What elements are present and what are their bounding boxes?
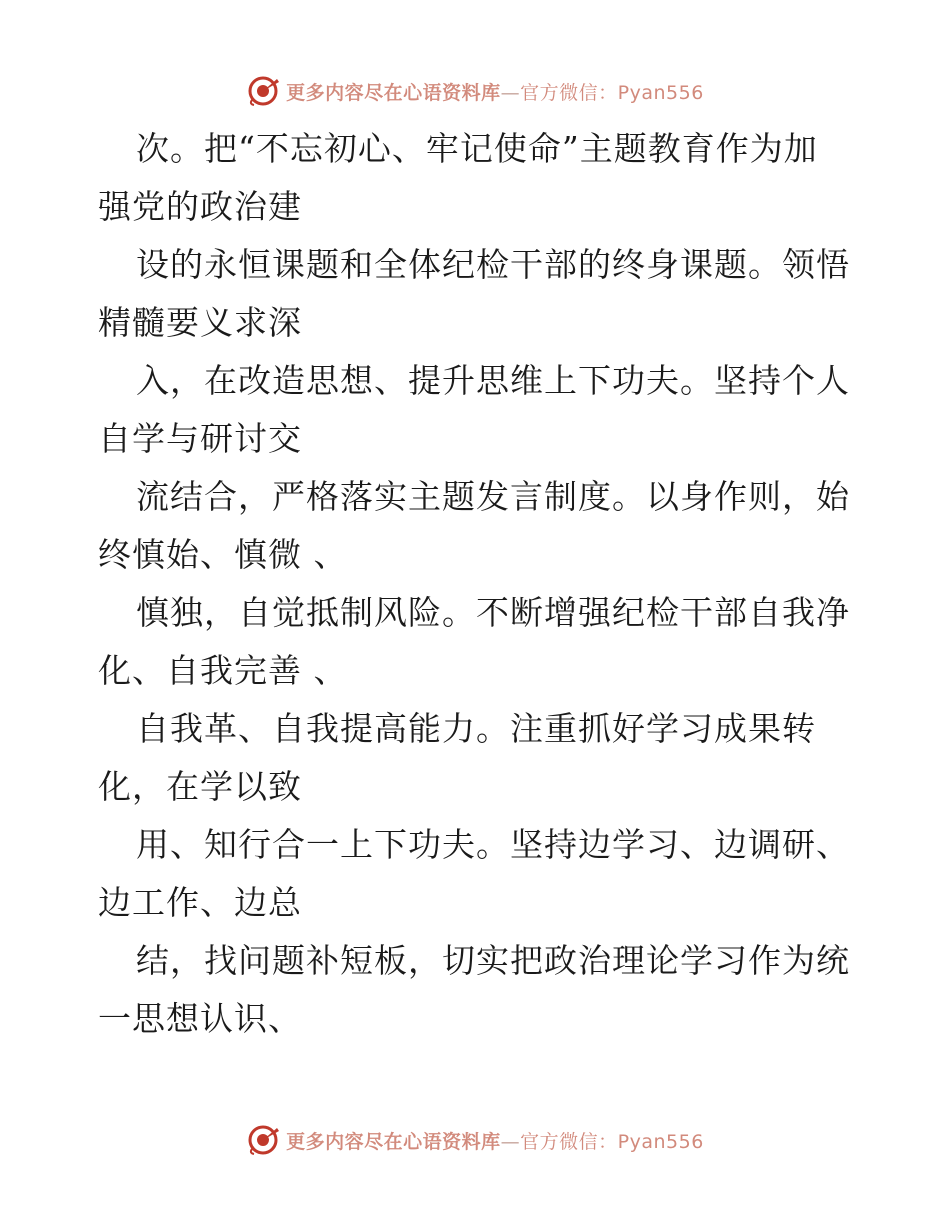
body-line: 精髓要义求深 — [98, 303, 302, 342]
body-line: 化、自我完善 、 — [98, 651, 348, 690]
body-line: 用、知行合一上下功夫。坚持边学习、边调研、 — [136, 825, 850, 864]
body-line: 结，找问题补短板，切实把政治理论学习作为统 — [136, 941, 850, 980]
body-line: 自学与研讨交 — [98, 419, 302, 458]
header-text: 更多内容尽在心语资料库—官方微信：Pyan556 — [286, 81, 704, 104]
body-line: 一思想认识、 — [98, 999, 302, 1038]
body-line: 化，在学以致 — [98, 767, 302, 806]
body-line: 次。把“不忘初心、牢记使命”主题教育作为加 — [136, 129, 818, 168]
footer-banner — [0, 1120, 950, 1160]
document-body — [98, 120, 858, 1048]
body-line: 边工作、边总 — [98, 883, 302, 922]
body-line: 流结合，严格落实主题发言制度。以身作则，始 — [136, 477, 850, 516]
header-banner — [0, 71, 950, 111]
body-line: 终慎始、慎微 、 — [98, 535, 348, 574]
body-line: 慎独，自觉抵制风险。不断增强纪检干部自我净 — [136, 593, 850, 632]
body-line: 入，在改造思想、提升思维上下功夫。坚持个人 — [136, 361, 850, 400]
footer-text: 更多内容尽在心语资料库—官方微信：Pyan556 — [286, 1130, 704, 1153]
pen-logo-icon — [246, 74, 280, 108]
body-line: 设的永恒课题和全体纪检干部的终身课题。领悟 — [136, 245, 850, 284]
body-line: 自我革、自我提高能力。注重抓好学习成果转 — [136, 709, 816, 748]
body-line: 强党的政治建 — [98, 187, 302, 226]
pen-logo-icon — [246, 1123, 280, 1157]
